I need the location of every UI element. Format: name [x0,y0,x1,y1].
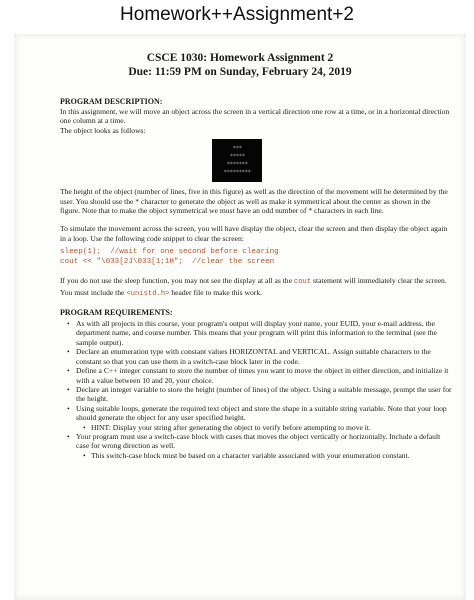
code-line: sleep(1); //wait for one second before clearing [60,248,279,257]
code-line: cout << "\033[2J\033[1;1H"; //clear the screen [60,258,275,267]
sub-list [76,451,452,460]
description-paragraph-4 [60,276,452,299]
document-page [14,34,466,600]
document-title: CSCE 1030: Homework Assignment 2 [146,52,334,64]
sub-list-item: • HINT: Display your string after generating the object to verify before attempting to move it. [83,423,452,432]
inline-code-cout: cout [293,278,312,287]
list-item [68,404,452,432]
code-snippet [60,247,452,267]
description-paragraph-2: The height of the object (number of lines, five in this figure) as well as the direction of the movement will be determined by the user. You should use the * character to generate the object as well as make it symmetrical about the center as shown in the figure. Note that to make the object symmetrical we must have an odd number of * characters in each line. [60,187,448,216]
description-heading: PROGRAM DESCRIPTION: [60,97,163,106]
figure-row: ********* [223,169,251,177]
object-figure [212,139,262,182]
window-title: Homework++Assignment+2 [120,4,354,25]
text-run: If you do not use the sleep function, you may not see the display at all as the [60,276,294,286]
figure-row: ***** [229,153,245,161]
description-paragraph-1: In this assignment, we will move an object across the screen in a vertical direction one row at a time, or in a horizontal direction one column at a time. [60,107,450,126]
description-paragraph-3: To simulate the movement across the screen, you will have display the object, clear the screen and then display the object again in a loop. Use the following code snippet to clear the screen: [60,224,448,243]
figure-row: *** [232,145,242,153]
list-item: • Define a C++ integer constant to store the number of times you want to move the object in either direction, and initialize it with a value between 10 and 20, your choice. [68,366,452,385]
list-item-text: Using suitable loops, generate the required text object and store the shape in a suitable string variable. Note that your loop should generate the object for any user specified height. [76,403,447,423]
list-item: • Declare an enumeration type with constant values HORIZONTAL and VERTICAL. Assign suitable characters to the constant so that you can use them in a switch-case block later in the code. [68,347,452,366]
list-item: • Declare an integer variable to store the height (number of lines) of the object. Using a suitable message, prompt the user for the height. [68,385,452,404]
figure-row: ******* [226,161,248,169]
description-paragraph-1b: The object looks as follows: [60,125,146,135]
due-date: Due: 11:59 PM on Sunday, February 24, 2019 [128,66,352,78]
list-item [68,432,452,460]
inline-code-header: <unistd.h> [126,289,170,298]
text-run: header file to make this work. [169,287,263,297]
sub-list [76,423,452,432]
text-run: statement will immediately clear the screen. You must include the [60,276,447,297]
list-item: • As with all projects in this course, your program's output will display your name, your EUID, your e-mail address, the department name, and course number. This means that your program will print this information to the terminal (see the sample output). [68,319,452,347]
requirements-heading: PROGRAM REQUIREMENTS: [60,308,173,318]
list-item-text: Your program must use a switch-case block with cases that moves the object vertically or horizontally. Include a default case for wrong direction as well. [76,431,441,451]
sub-list-item: • This switch-case block must be based on a character variable associated with your enumeration constant. [83,451,452,460]
document-body [60,97,452,460]
requirements-list [60,319,452,460]
